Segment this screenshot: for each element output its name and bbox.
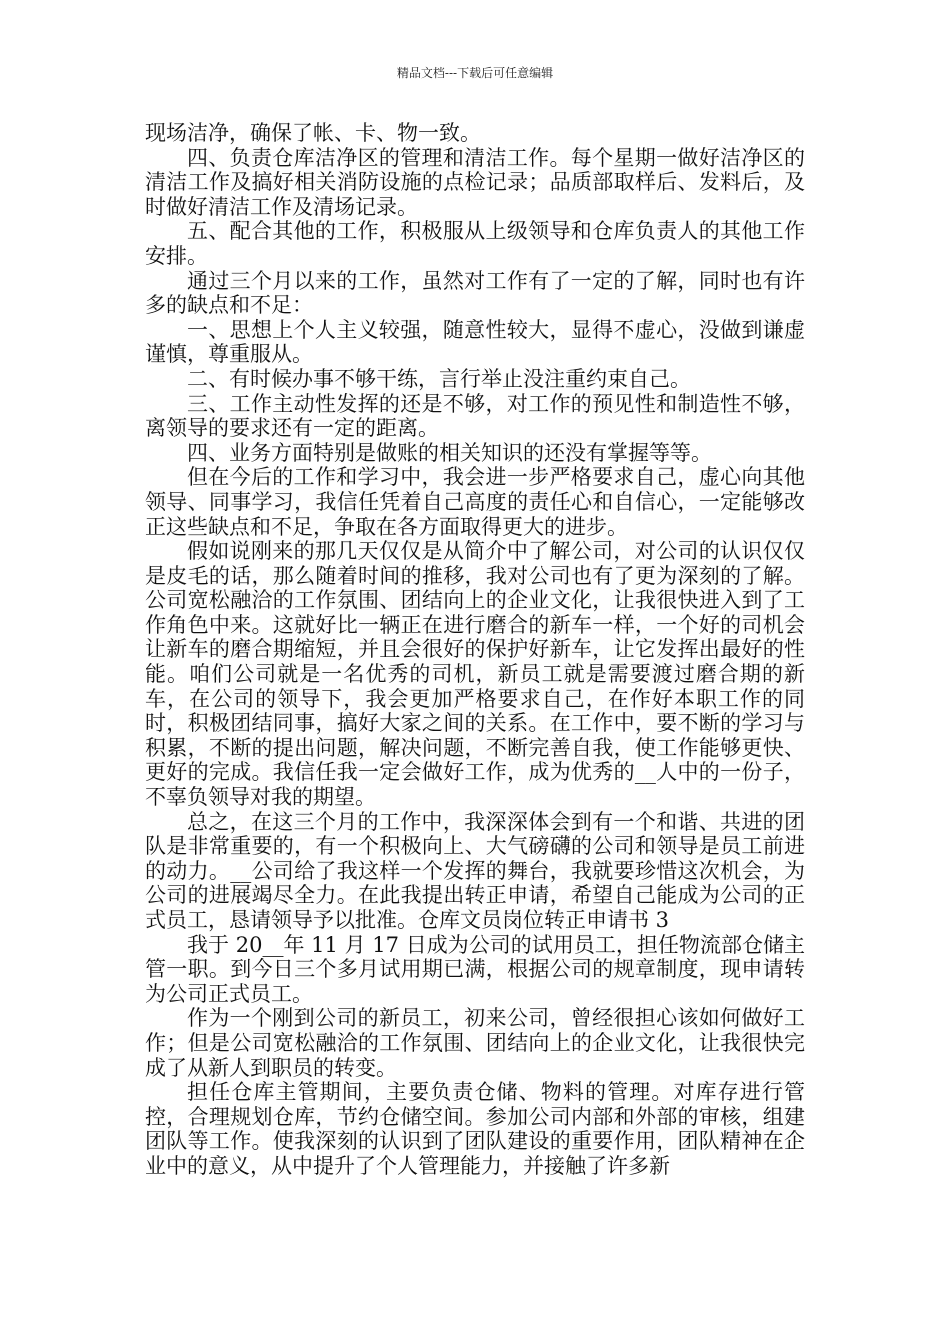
paragraph-shortcomings-intro: 通过三个月以来的工作，虽然对工作有了一定的了解，同时也有许多的缺点和不足：: [145, 268, 805, 318]
page-header: 精品文档---下载后可任意编辑: [396, 66, 554, 80]
paragraph-shortcoming-four: 四、业务方面特别是做账的相关知识的还没有掌握等等。: [187, 440, 712, 465]
paragraph-new-employee: 作为一个刚到公司的新员工，初来公司，曾经很担心该如何做好工作；但是公司宽松融洽的工作氛围、团结向上的企业文化，让我很快完成了从新人到职员的转变。: [145, 1006, 805, 1080]
paragraph-improvement: 但在今后的工作和学习中，我会进一步严格要求自己，虚心向其他领导、同事学习，我信任凭着自己高度的责任心和自信心，一定能够改正这些缺点和不足，争取在各方面取得更大的进步。: [145, 465, 805, 539]
paragraph-duty-five: 五、配合其他的工作，积极服从上级领导和仓库负责人的其他工作安排。: [145, 219, 805, 268]
paragraph-continuation: 现场洁净，确保了帐、卡、物一致。: [145, 121, 481, 145]
paragraph-shortcoming-three: 三、工作主动性发挥的还是不够，对工作的预见性和制造性不够，离领导的要求还有一定的距离。: [145, 391, 805, 441]
paragraph-shortcoming-one: 一、思想上个人主义较强，随意性较大，显得不虚心，没做到谦虚谨慎，尊重服从。: [145, 317, 805, 367]
paragraph-duty-four: 四、负责仓库洁净区的管理和清洁工作。每个星期一做好洁净区的清洁工作及搞好相关消防设施的点检记录；品质部取样后、发料后，及时做好清洁工作及清场记录。: [145, 145, 805, 219]
paragraph-warehouse-duties: 担任仓库主管期间，主要负责仓储、物料的管理。对库存进行管控，合理规划仓库，节约仓储空间。参加公司内部和外部的审核，组建团队等工作。使我深刻的认识到了团队建设的重要作用，团队精神在企业中的意义，从中提升了个人管理能力，并接触了许多新: [145, 1080, 805, 1178]
paragraph-application-intro: 我于 20__年 11 月 17 日成为公司的试用员工，担任物流部仓储主管一职。到今日三个多月试用期已满，根据公司的规章制度，现申请转为公司正式员工。: [145, 932, 805, 1006]
paragraph-company-impression: 假如说刚来的那几天仅仅是从简介中了解公司，对公司的认识仅仅是皮毛的话，那么随着时间的推移，我对公司也有了更为深刻的了解。公司宽松融洽的工作氛围、团结向上的企业文化，让我很快进入到了工作角色中来。这就好比一辆正在进行磨合的新车一样，一个好的司机会让新车的磨合期缩短，并且会很好的保护好新车，让它发挥出最好的性能。咱们公司就是一名优秀的司机，新员工就是需要渡过磨合期的新车，在公司的领导下，我会更加严格要求自己，在作好本职工作的同时，积极团结同事，搞好大家之间的关系。在工作中，要不断的学习与积累，不断的提出问题，解决问题，不断完善自我，使工作能够更快、更好的完成。我信任我一定会做好工作，成为优秀的__人中的一份子，不辜负领导对我的期望。: [145, 539, 805, 810]
paragraph-shortcoming-two: 二、有时候办事不够干练，言行举止没注重约束自己。: [187, 366, 691, 391]
paragraph-conclusion: 总之，在这三个月的工作中，我深深体会到有一个和谐、共进的团队是非常重要的，有一个积极向上、大气磅礴的公司和领导是员工前进的动力。__公司给了我这样一个发挥的舞台，我就要珍惜这次机会，为公司的进展竭尽全力。在此我提出转正申请，希望自己能成为公司的正式员工，恳请领导予以批准。仓库文员岗位转正申请书 3: [145, 809, 805, 932]
document-body: [145, 121, 805, 1179]
